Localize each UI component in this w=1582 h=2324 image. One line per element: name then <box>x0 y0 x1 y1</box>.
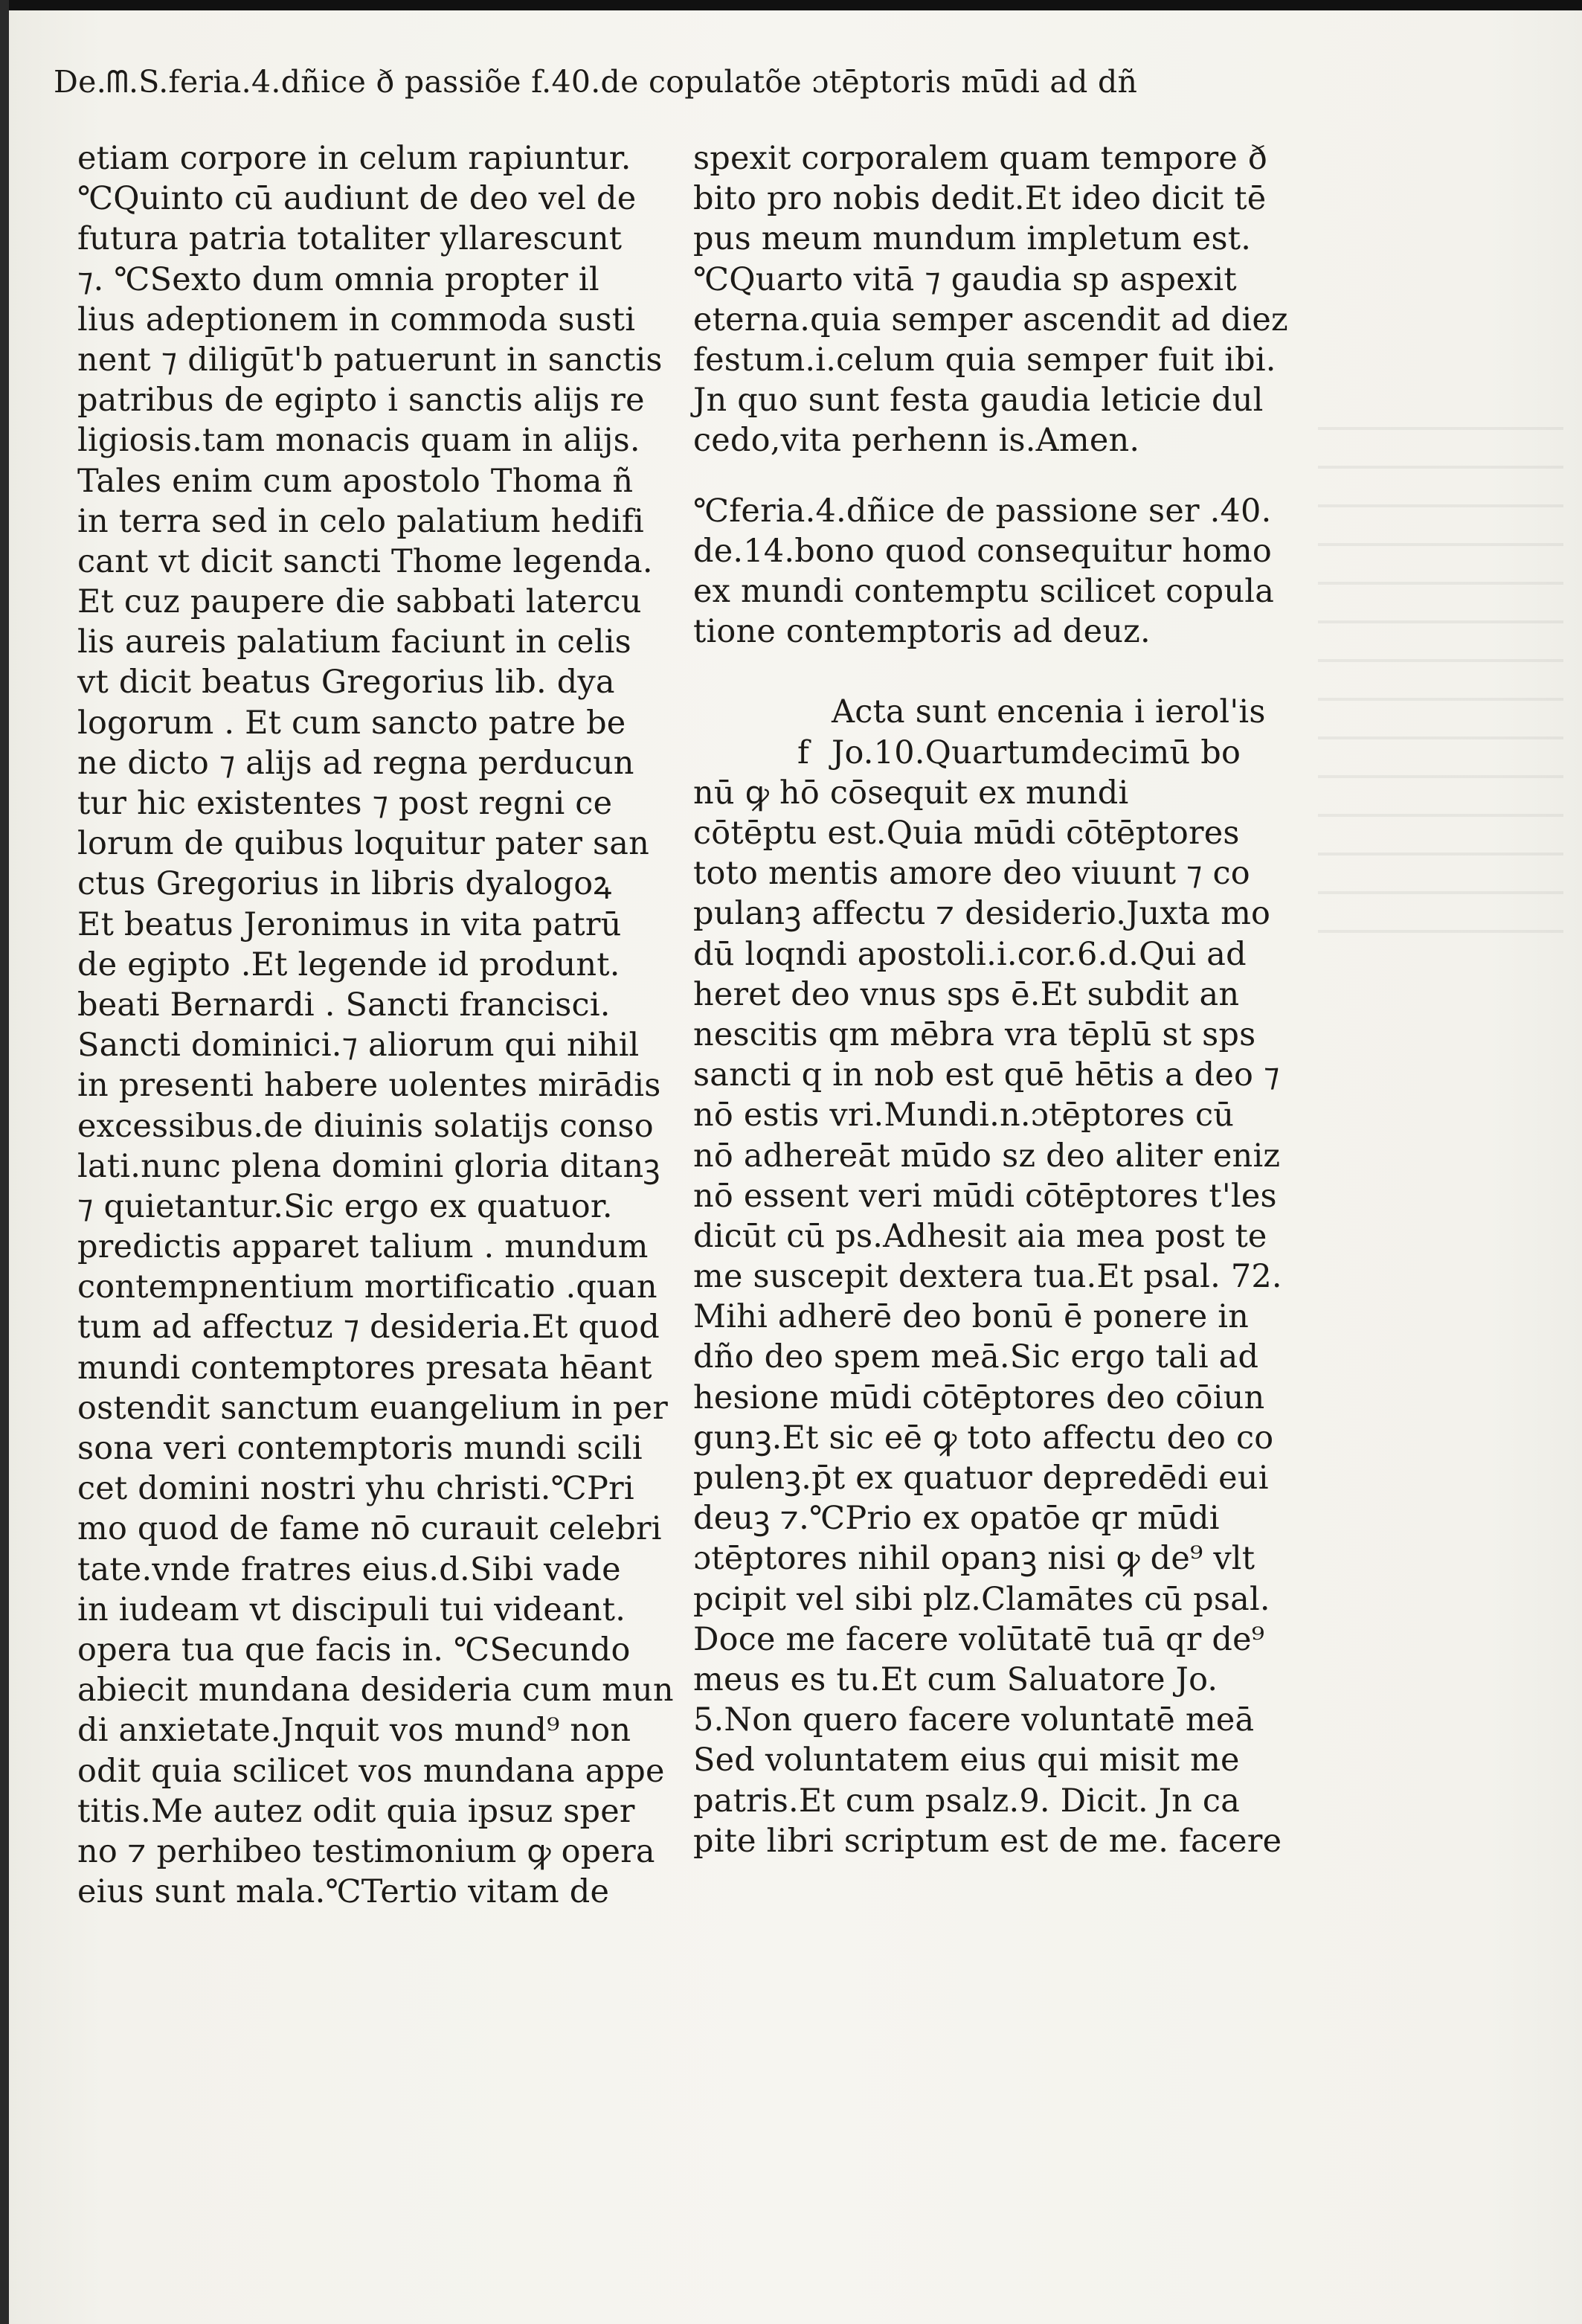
text-line: ℃Quinto cū audiunt de deo vel de <box>77 180 637 218</box>
incipit-block <box>693 692 1281 772</box>
scan-border-left <box>0 0 9 2324</box>
text-line: ligiosis.tam monacis quam in alijs. <box>77 422 640 460</box>
text-line: bito pro nobis dedit.Et ideo dicit tē <box>693 180 1267 218</box>
paragraph-gap <box>693 461 1281 491</box>
text-line: lorum de quibus loquitur pater san <box>77 825 650 863</box>
text-line: cedo,vita perhenn is.Amen. <box>693 422 1140 460</box>
text-line: ɔtēptores nihil opanꝫ nisi ꝙ de⁹ vlt <box>693 1540 1255 1578</box>
text-line: Et cuz paupere die sabbati latercu <box>77 583 642 621</box>
text-line: festum.i.celum quia semper fuit ibi. <box>693 341 1276 379</box>
text-line: deuꝫ ⁊.℃Prio ex opatōe qr mūdi <box>693 1500 1220 1538</box>
text-line: Jn quo sunt festa gaudia leticie dul <box>693 382 1264 420</box>
text-line: dño deo spem meā.Sic ergo tali ad <box>693 1338 1259 1376</box>
text-line: pulanꝫ affectu ⁊ desiderio.Juxta mo <box>693 895 1271 933</box>
running-head: De.ᗰ.S.feria.4.dñice ð passiõe f.40.de copulatõe ɔtēptoris mūdi ad dñ <box>54 64 1138 100</box>
text-line: predictis apparet talium . mundum <box>77 1228 649 1266</box>
text-line: abiecit mundana desideria cum mun <box>77 1672 674 1710</box>
text-line: ostendit sanctum euangelium in per <box>77 1389 669 1427</box>
text-line: ne dicto ⁊ alijs ad regna perducun <box>77 744 634 782</box>
text-line: opera tua que facis in. ℃Secundo <box>77 1631 631 1669</box>
text-line: Sancti dominici.⁊ aliorum qui nihil <box>77 1027 640 1065</box>
text-line: ℃Quarto vitā ⁊ gaudia sp aspexit <box>693 260 1237 298</box>
text-line: cet domini nostri yhu christi.℃Pri <box>77 1470 634 1508</box>
text-line: cant vt dicit sancti Thome legenda. <box>77 542 653 580</box>
left-text-column <box>77 138 674 1912</box>
text-line: sancti q in nob est quē hētis a deo ⁊ <box>693 1056 1280 1094</box>
text-line: sona veri contemptoris mundi scili <box>77 1430 643 1467</box>
text-line: nō estis vri.Mundi.n.ɔtēptores cū <box>693 1097 1235 1134</box>
text-line: hesione mūdi cōtēptores deo cōiun <box>693 1378 1265 1416</box>
text-line: etiam corpore in celum rapiuntur. <box>77 140 631 177</box>
text-line: ⁊. ℃Sexto dum omnia propter il <box>77 260 599 298</box>
text-line: Sed voluntatem eius qui misit me <box>693 1742 1240 1779</box>
text-line: tum ad affectuz ⁊ desideria.Et quod <box>77 1309 660 1346</box>
text-line: pite libri scriptum est de me. facere <box>693 1822 1282 1860</box>
text-line: pulenꝫ.p̄t ex quatuor depredēdi eui <box>693 1460 1269 1497</box>
text-line: in iudeam vt discipuli tui videant. <box>77 1590 626 1628</box>
text-line: gunꝫ.Et sic eē ꝙ toto affectu deo co <box>693 1419 1274 1457</box>
text-line: heret deo vnus sps ē.Et subdit an <box>693 975 1240 1013</box>
text-line: lati.nunc plena domini gloria ditanꝫ <box>77 1147 660 1185</box>
heading-line: ex mundi contemptu scilicet copula <box>693 572 1275 610</box>
text-line: patribus de egipto i sanctis alijs re <box>77 382 645 420</box>
text-line: ctus Gregorius in libris dyalogoꝝ <box>77 865 612 903</box>
text-line: nū ꝙ hō cōsequit ex mundi <box>693 774 1129 812</box>
text-line: nescitis qm mēbra vra tēplū st sps <box>693 1015 1256 1053</box>
text-line: contempnentium mortificatio .quan <box>77 1268 657 1306</box>
text-line: di anxietate.Jnquit vos mund⁹ non <box>77 1712 631 1750</box>
text-line: nō essent veri mūdi cōtēptores t'les <box>693 1177 1277 1215</box>
text-line: meus es tu.Et cum Saluatore Jo. <box>693 1660 1218 1698</box>
text-line: tur hic existentes ⁊ post regni ce <box>77 785 613 822</box>
incipit-line: Acta sunt encenia i ierol'is <box>832 693 1266 731</box>
text-line: dicūt cū ps.Adhesit aia mea post te <box>693 1217 1267 1255</box>
text-line: excessibus.de diuinis solatijs conso <box>77 1107 654 1145</box>
text-line: mo quod de fame nō curauit celebri <box>77 1510 662 1548</box>
text-line: patris.Et cum psalz.9. Dicit. Jn ca <box>693 1782 1241 1820</box>
scan-border-top <box>0 0 1582 10</box>
incipit-letter: f <box>797 734 810 771</box>
right-column-body <box>693 773 1281 1861</box>
text-line: titis.Me autez odit quia ipsuz sper <box>77 1792 635 1830</box>
text-line: Et beatus Jeronimus in vita patrū <box>77 905 622 943</box>
text-line: Tales enim cum apostolo Thoma ñ <box>77 462 634 500</box>
right-text-column <box>693 138 1288 1861</box>
text-line: 5.Non quero facere voluntatē meā <box>693 1701 1255 1739</box>
text-line: in presenti habere uolentes mirādis <box>77 1067 661 1105</box>
text-line: beati Bernardi . Sancti francisci. <box>77 986 611 1024</box>
text-line: odit quia scilicet vos mundana appe <box>77 1752 665 1790</box>
text-line: toto mentis amore deo viuunt ⁊ co <box>693 855 1250 893</box>
text-line: Doce me facere volūtatē tuā qr de⁹ <box>693 1620 1265 1658</box>
text-line: lis aureis palatium faciunt in celis <box>77 623 631 661</box>
text-line: eterna.quia semper ascendit ad diez <box>693 301 1288 338</box>
text-line: futura patria totaliter yllarescunt <box>77 220 623 258</box>
text-line: vt dicit beatus Gregorius lib. dya <box>77 664 615 702</box>
text-line: no ⁊ perhibeo testimonium ꝙ opera <box>77 1832 655 1870</box>
right-column-sermon-end <box>693 138 1288 461</box>
incipit-line <box>693 733 1281 773</box>
paragraph-gap <box>693 652 1281 692</box>
text-line: Mihi adherē deo bonū ē ponere in <box>693 1298 1250 1336</box>
text-line: eius sunt mala.℃Tertio vitam de <box>77 1873 610 1911</box>
text-line: de egipto .Et legende id produnt. <box>77 946 620 983</box>
text-line: ⁊ quietantur.Sic ergo ex quatuor. <box>77 1187 613 1225</box>
heading-line: tione contemptoris ad deuz. <box>693 613 1151 651</box>
incipit-text: Jo.10.Quartumdecimū bo <box>832 734 1241 771</box>
text-line: tate.vnde fratres eius.d.Sibi vade <box>77 1550 621 1588</box>
text-line: pcipit vel sibi plz.Clamātes cū psal. <box>693 1580 1270 1618</box>
text-line: cōtēptu est.Quia mūdi cōtēptores <box>693 815 1240 852</box>
text-line: lius adeptionem in commoda susti <box>77 301 636 338</box>
text-line: nent ⁊ diligūt'b patuerunt in sanctis <box>77 341 663 379</box>
text-line: pus meum mundum impletum est. <box>693 220 1252 258</box>
heading-line: de.14.bono quod consequitur homo <box>693 532 1272 570</box>
text-line: me suscepit dextera tua.Et psal. 72. <box>693 1258 1282 1296</box>
text-line: dū loqndi apostoli.i.cor.6.d.Qui ad <box>693 935 1247 973</box>
text-line: spexit corporalem quam tempore ð <box>693 140 1267 177</box>
heading-line: ℃feria.4.dñice de passione ser .40. <box>693 492 1272 530</box>
text-line: logorum . Et cum sancto patre be <box>77 704 626 742</box>
text-line: in terra sed in celo palatium hedifi <box>77 502 644 540</box>
show-through-bleed <box>1318 427 1563 948</box>
text-line: mundi contemptores presata hēant <box>77 1349 652 1387</box>
text-line: nō adhereāt mūdo sz deo aliter eniz <box>693 1137 1281 1175</box>
sermon-heading <box>693 491 1281 652</box>
